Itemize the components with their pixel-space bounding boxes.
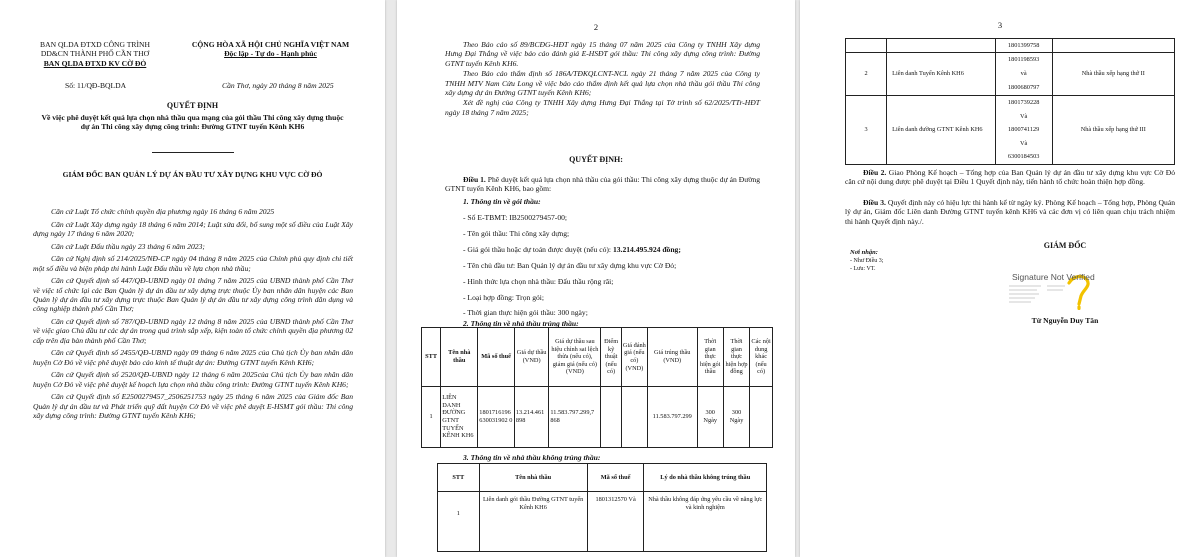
article-3-text: Quyết định này có hiệu lực thi hành kể từ ngày ký. Phòng Kế hoạch – Tổng hợp, Phòng Quản lý dự án, Giám đốc Liên danh Đường GTNT tuyến kênh KH6 và các đơn vị có liên quan chịu trách nhiệm thi hành Quyết định này./. — [845, 198, 1175, 226]
col-contract-duration: Thời gian thực hiện hợp đồng — [723, 328, 749, 387]
ground-3: Căn cứ Luật Đấu thầu ngày 23 tháng 6 năm 2023; — [51, 241, 205, 251]
national-header — [168, 40, 373, 59]
tax-conjunction: Và — [1019, 139, 1028, 147]
section-3-heading: 3. Thông tin về nhà thầu không trúng thầu: — [463, 453, 601, 462]
col-stt: STT — [422, 328, 441, 387]
col-bid-price: Giá dự thầu (VND) — [514, 328, 548, 387]
subject-divider — [152, 152, 234, 153]
ground-1: Căn cứ Luật Tổ chức chính quyền địa phương ngày 16 tháng 6 năm 2025 — [51, 207, 275, 216]
cell-other — [750, 387, 773, 448]
article-3 — [845, 198, 1175, 226]
info-tbmt: - Số E-TBMT: IB2500279457-00; — [463, 213, 568, 222]
ground-5: Căn cứ Quyết định số 447/QĐ-UBND ngày 01 tháng 7 năm 2025 của UBND thành phố Cần Thơ về việc tổ chức lại các Ban Quản lý dự án đầu tư xây dựng trực thuộc Ủy ban nhân dân huyện các Ban Quản lý dự án đầu tư xây dựng trực thuộc Ban Quản lý dự án đầu tư xây dựng công trình dân dụng và công nghiệp thành phố Cần Thơ; — [33, 276, 353, 314]
page-number: 3 — [997, 20, 1003, 30]
section-1-heading: 1. Thông tin về gói thầu: — [463, 197, 541, 206]
cell-bidder-name: Liên danh Tuyến Kênh KH6 — [887, 53, 996, 96]
consideration-1: Theo Báo cáo số 89/BCĐG-HĐT ngày 15 tháng 07 năm 2025 của Công ty TNHH Xây dựng Hưng Đại Thắng về việc báo cáo đánh giá E-HSĐT gói thầu: Thi công xây dựng công trình: Đường GTNT tuyến Kênh KH6. — [445, 40, 760, 68]
price-value: 13.214.495.924 đồng; — [612, 244, 681, 254]
article-2-label: Điều 2. — [863, 168, 887, 177]
signature-label: Signature Not Verified — [1012, 272, 1095, 282]
nation-line-2: Độc lập - Tự do - Hạnh phúc — [224, 49, 317, 59]
col-adjusted-price: Giá dự thầu sau hiệu chỉnh sai lệch thừa (nếu có), giảm giá (nếu có) (VND) — [549, 328, 601, 387]
table-row — [438, 492, 767, 552]
doc-type: QUYẾT ĐỊNH — [166, 101, 219, 110]
doc-subject: Về việc phê duyệt kết quả lựa chọn nhà thầu qua mạng của gói thầu Thi công xây dựng thuộc dự án Thi công xây dựng công trình: Đường GTNT tuyến Kênh KH6 — [41, 113, 344, 132]
ground-7: Căn cứ Quyết định số 2455/QĐ-UBND ngày 09 tháng 6 năm 2025 của Chủ tịch Ủy ban nhân dân huyện Cờ Đỏ về việc phê duyệt báo cáo kinh tế thuật dự án: Đường GTNT tuyến Kênh KH6; — [33, 348, 353, 367]
cell-bidder-name: Liên danh đường GTNT Kênh KH6 — [887, 96, 996, 165]
legal-grounds — [33, 207, 353, 424]
cell-tax-code: 1801399758 — [995, 39, 1052, 53]
col-reason: Lý do nhà thầu không trúng thầu — [644, 464, 767, 492]
decide-heading: QUYẾT ĐỊNH: — [569, 155, 623, 164]
cell-tax-code — [995, 96, 1052, 165]
cell-reason — [1052, 39, 1174, 53]
info-package-name: - Tên gói thầu: Thi công xây dựng; — [463, 228, 570, 238]
cell-stt: 1 — [438, 492, 480, 552]
tax-conjunction: và — [1020, 70, 1027, 77]
losing-bidder-table — [437, 463, 767, 552]
cell-bidder-name: LIÊN DANH ĐƯỜNG GTNT TUYẾN KÊNH KH6 — [441, 387, 478, 448]
recipient-item: - Lưu: VT. — [850, 265, 876, 272]
col-stt: STT — [438, 464, 480, 492]
cell-tech-score — [601, 387, 621, 448]
doc-number: Số: 11/QĐ-BQLDA — [65, 81, 127, 90]
nation-line-1: CỘNG HÒA XÃ HỘI CHỦ NGHĨA VIỆT NAM — [191, 40, 350, 49]
cell-reason: Nhà thầu không đáp ứng yêu cầu về năng lực và kinh nghiệm — [644, 492, 767, 552]
page-1 — [0, 0, 385, 557]
cell-reason: Nhà thầu xếp hạng thứ III — [1052, 96, 1174, 165]
winning-bidder-table — [421, 327, 773, 448]
ground-4: Căn cứ Nghị định số 214/2025/NĐ-CP ngày 04 tháng 8 năm 2025 của Chính phủ quy định chi tiết một số điều và biện pháp thi hành Luật Đấu thầu về lựa chọn nhà thầu; — [33, 254, 353, 273]
ground-2: Căn cứ Luật Xây dựng ngày 18 tháng 6 năm 2014; Luật sửa đổi, bổ sung một số điều của Luật Xây dựng ngày 17 tháng 6 năm 2020; — [33, 219, 353, 238]
cell-stt — [846, 39, 887, 53]
col-package-duration: Thời gian thực hiện gói thầu — [697, 328, 723, 387]
cell-tax-code: 1801312570 Và — [587, 492, 644, 552]
info-investor: - Tên chủ đầu tư: Ban Quản lý dự án đầu tư xây dựng khu vực Cờ Đỏ; — [463, 260, 677, 270]
article-3-label: Điều 3. — [863, 198, 886, 207]
cell-tax-code — [995, 53, 1052, 96]
consideration-2: Theo Báo cáo thẩm định số 186A/TĐKQLCNT-NCL ngày 21 tháng 7 năm 2025 của Công ty TNHH MTV Nam Cửu Long về việc báo cáo thẩm định kết quả lựa chọn nhà thầu gói thầu Thi công xây dựng dự án Đường GTNT tuyến Kênh KH6; — [445, 69, 760, 98]
cell-contract-duration: 300 Ngày — [723, 387, 749, 448]
recipients-list — [850, 258, 883, 273]
col-tax-code: Mã số thuế — [478, 328, 515, 387]
tax-code: 6300184503 — [1007, 153, 1040, 160]
digital-signature-block — [1007, 270, 1107, 310]
table-row — [846, 96, 1175, 165]
table-row — [846, 39, 1175, 53]
col-award-price: Giá trúng thầu (VND) — [647, 328, 697, 387]
tax-code: 1801198593 — [1008, 56, 1040, 63]
article-1-label: Điều 1. — [463, 175, 486, 184]
considerations — [445, 40, 760, 117]
col-other: Các nội dung khác (nếu có) — [750, 328, 773, 387]
table-row — [422, 387, 773, 448]
signer-title: GIÁM ĐỐC — [1043, 241, 1087, 250]
info-contract-type: - Loại hợp đồng: Trọn gói; — [463, 292, 545, 302]
article-2-text: Giao Phòng Kế hoạch – Tổng hợp của Ban Quản lý dự án đầu tư xây dựng khu vực Cờ Đỏ căn cứ nội dung được phê duyệt tại Điều 1 Quyết định này, tiến hành tổ chức hoàn thiện hợp đồng. — [845, 168, 1175, 187]
recipient-item: - Như Điều 3; — [850, 258, 884, 264]
signer-name: Từ Nguyễn Duy Tân — [1031, 316, 1099, 325]
cell-adjusted-price: 11.583.797.299,7 868 — [549, 387, 601, 448]
page-2 — [397, 0, 795, 557]
price-label: - Giá gói thầu hoặc dự toán được duyệt (nếu có): — [463, 244, 613, 254]
place-date: Cần Thơ, ngày 20 tháng 8 năm 2025 — [222, 81, 334, 90]
ground-8: Căn cứ Quyết định số 2520/QĐ-UBND ngày 12 tháng 6 năm 2025của Chủ tịch Ủy ban nhân dân huyện Cờ Đỏ về việc phê duyệt kế hoạch lựa chọn nhà thầu công trình: Đường GTNT tuyến Kênh KH6; — [33, 370, 353, 389]
cell-bid-price: 13.214.461 898 — [514, 387, 548, 448]
cell-stt: 1 — [422, 387, 441, 448]
cell-stt: 2 — [846, 53, 887, 96]
info-price — [463, 245, 763, 254]
article-1 — [445, 175, 760, 194]
table-header-row — [422, 328, 773, 387]
table-header-row — [438, 464, 767, 492]
recipients-title: Nơi nhận: — [850, 249, 878, 256]
page-3 — [800, 0, 1200, 557]
consideration-3: Xét đề nghị của Công ty TNHH Xây dựng Hưng Đại Thắng tại Tờ trình số 62/2025/TTr-HĐT ngày 18 tháng 7 năm 2025; — [445, 98, 760, 117]
cell-bidder-name: Liên danh gói thầu Đường GTNT tuyến Kênh KH6 — [479, 492, 587, 552]
section-2-heading: 2. Thông tin về nhà thầu trúng thầu: — [463, 319, 579, 328]
cell-package-duration: 300 Ngày — [697, 387, 723, 448]
col-bidder-name: Tên nhà thầu — [479, 464, 587, 492]
losing-bidder-table-continued — [845, 38, 1175, 165]
article-1-text: Phê duyệt kết quả lựa chọn nhà thầu của gói thầu: Thi công xây dựng thuộc dự án Đường GTNT tuyến Kênh KH6, bao gồm: — [445, 175, 760, 194]
tax-code: 1801739228 — [1007, 99, 1040, 106]
org-line-3: BAN QLDA ĐTXD KV CỜ ĐỎ — [43, 58, 147, 68]
cell-reason: Nhà thầu xếp hạng thứ II — [1052, 53, 1174, 96]
issuing-org — [30, 40, 160, 68]
cell-award-price: 11.583.797.299 — [647, 387, 697, 448]
package-info — [463, 213, 763, 318]
info-selection-method: - Hình thức lựa chọn nhà thầu: Đấu thầu rộng rãi; — [463, 276, 614, 286]
ground-9: Căn cứ Quyết định số E2500279457_2506251753 ngày 25 tháng 6 năm 2025 của Giám đốc Ban Quản lý dự án đầu tư và Phát triển quỹ đất huyện Cờ Đỏ về việc phê duyệt E-HSMT gói thầu: Thi công xây dựng công trình: Đường GTNT tuyến Kênh KH6; — [33, 392, 353, 421]
col-bidder-name: Tên nhà thầu — [441, 328, 478, 387]
ground-6: Căn cứ Quyết định số 787/QĐ-UBND ngày 12 tháng 8 năm 2025 của UBND thành phố Cần Thơ về việc giao Chủ đầu tư các dự án trong quá trình sắp xếp, kiện toàn tổ chức chính quyền địa phương 02 cấp trên địa bàn thành phố Cần Thơ; — [33, 317, 353, 345]
table-row — [846, 53, 1175, 96]
col-eval-price: Giá đánh giá (nếu có) (VND) — [621, 328, 647, 387]
cell-eval-price — [621, 387, 647, 448]
col-tax-code: Mã số thuế — [587, 464, 644, 492]
info-duration: - Thời gian thực hiện gói thầu: 300 ngày; — [463, 308, 588, 318]
tax-code: 1800741129 — [1008, 126, 1040, 133]
cell-tax-code: 1801716196 630031902 0 — [478, 387, 515, 448]
tax-code: 1800680797 — [1007, 84, 1040, 91]
page-number: 2 — [593, 22, 599, 32]
org-line-1: BAN QLDA ĐTXD CÔNG TRÌNH — [40, 40, 150, 49]
cell-stt: 3 — [846, 96, 887, 165]
org-line-2: DD&CN THÀNH PHỐ CẦN THƠ — [40, 49, 150, 59]
tax-conjunction: Và — [1019, 112, 1028, 120]
authority: GIÁM ĐỐC BAN QUẢN LÝ DỰ ÁN ĐẦU TƯ XÂY DỰNG KHU VỰC CỜ ĐỎ — [62, 170, 323, 179]
article-2 — [845, 168, 1175, 187]
col-tech-score: Điểm kỹ thuật (nếu có) — [601, 328, 621, 387]
cell-bidder-name — [887, 39, 996, 53]
